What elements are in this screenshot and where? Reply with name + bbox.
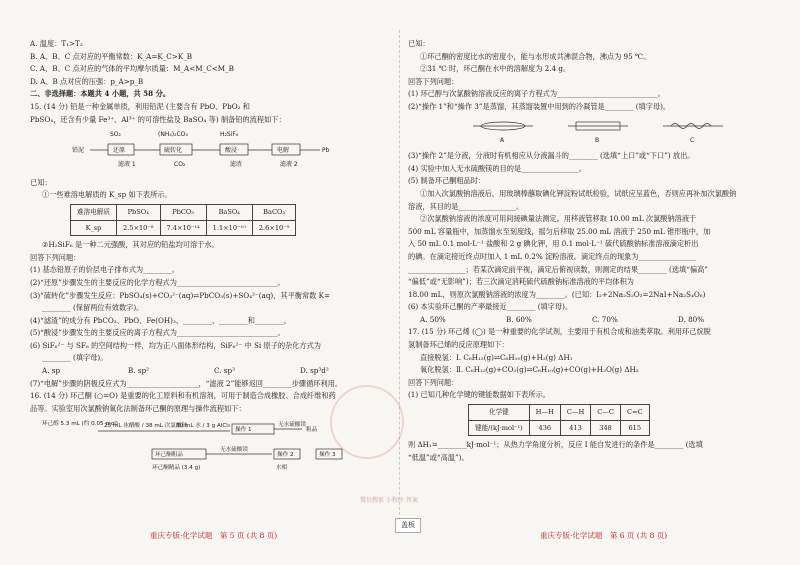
flow-step1: 还原	[113, 147, 126, 155]
cyclohexanone-flowchart	[40, 415, 380, 473]
q16-6: (6) 本实验环己酮的产率最接近________ (填字母)。	[408, 302, 573, 312]
q16-intro-2: 品等。实验室用次氯酸钠氧化法制备环己酮的原理与操作流程如下：	[30, 403, 246, 413]
flow-end: Pb	[322, 147, 330, 155]
ksp-header: PbCO₃	[160, 204, 206, 220]
bond-header: H—H	[529, 405, 560, 421]
flow-step2: 硫转化	[164, 147, 183, 155]
option: C. 70%	[592, 314, 618, 324]
q16-5a: ①加入次氯酸钠溶液后，用玻璃棒蘸取碘化钾淀粉试纸检验，试纸应呈蓝色，否则应再补加次氯酸钠	[420, 188, 737, 198]
q15-7: (7)“电解”步骤的阴极反应式为____________________，“滤液 2”能够返回________步骤循环利用。	[30, 378, 343, 388]
q15-6-options	[30, 365, 392, 378]
lead-flowchart	[70, 128, 370, 170]
flow-out4: 滤液 2	[280, 161, 298, 169]
ksp-table	[70, 204, 296, 236]
column-divider	[399, 30, 400, 530]
flow-reagent2: (NH₄)₂CO₃	[158, 131, 188, 139]
reaction-1: 直接脱氢：Ⅰ. C₆H₁₂(g)⇌C₆H₁₀(g)+H₂(g) ΔH₁	[420, 352, 573, 362]
option: A. sp	[42, 366, 61, 376]
known-2: ②H₂SiF₆ 是一种二元强酸，其对应的铅盐均可溶于水。	[42, 240, 219, 250]
ksp-value: 2.6×10⁻⁹	[252, 220, 296, 236]
right-column	[408, 38, 780, 464]
q15-5: (5)“酸浸”步骤发生的主要反应的离子方程式为____________________________。	[30, 328, 285, 338]
q17-1: (1) 已知几种化学键的键能数据如下表所示。	[408, 390, 550, 400]
known-label: 已知：	[30, 177, 52, 187]
bond-header: C—C	[591, 405, 621, 421]
q16-5: (5) 制备环己酮粗品时：	[408, 176, 486, 186]
flow-step3: 酸浸	[225, 147, 238, 155]
known-label-right: 已知：	[408, 39, 430, 48]
answer-prompt: 回答下列问题：	[30, 252, 81, 262]
option-c: C. A、B、C 点对应的气体的平均摩尔质量：M_A<M_C<M_B	[30, 64, 234, 74]
q16-5b5: ________________；若某次滴定前平视，滴定后俯视读数，则测定的结果________ (选填“偏高”	[408, 264, 708, 274]
flow2-d: 环己酮粗品	[155, 452, 183, 459]
watermark-text: 微信搜索 小程序 答案	[360, 497, 418, 504]
option: A. 50%	[420, 314, 446, 324]
option: D. sp³d²	[300, 366, 329, 376]
q16-5b7: 18.00 mL，则原次氯酸钠溶液的浓度为________。(已知：I₂+2Na₂S₂O₃=2NaI+Na₂S₄O₆)	[408, 289, 706, 299]
q16-4: (4) 实验中加入无水硫酸镁的目的是________________。	[408, 163, 586, 173]
flow2-e2: 无水硫酸镁	[220, 447, 248, 454]
condenser-b: B	[595, 136, 600, 144]
bond-header: 化学键	[469, 405, 530, 421]
ksp-header: BaSO₄	[206, 204, 252, 220]
q15-1: (1) 基态铅原子的价层电子排布式为________。	[30, 265, 180, 275]
option: B. 60%	[506, 314, 532, 324]
flow-reagent1: SO₂	[110, 131, 121, 139]
flow2-c: 30 mL 水 / 3 g AlCl₃	[176, 423, 231, 430]
flow2-k: 操作 3	[319, 452, 336, 459]
section-heading: 二、非选择题：本题共 4 小题，共 58 分。	[30, 89, 171, 99]
q16-1: (1) 环己醇与次氯酸钠溶液反应的离子方程式为____________________________。	[408, 89, 665, 99]
option-a: A. 温度：T₁>T₂	[30, 39, 83, 48]
bond-row-label: 键能/(kJ·mol⁻¹)	[469, 420, 530, 436]
flow-step4: 电解	[277, 147, 290, 155]
known-1: ①一些难溶电解质的 K_sp 如下表所示。	[42, 190, 172, 200]
bond-value: 348	[591, 420, 621, 436]
option: C. sp³	[214, 366, 235, 376]
condenser-c: C	[690, 136, 695, 144]
flow2-h: 操作 1	[235, 427, 252, 434]
ksp-header: 难溶电解质	[71, 204, 117, 220]
footer-left: 重庆专版·化学试题 第 5 页 (共 8 页)	[150, 531, 278, 540]
flow2-a: 环己醇 5.3 mL (约 0.05 mol)	[42, 421, 118, 428]
flow-out1: 滤液 1	[118, 161, 136, 169]
q16-5b2: 500 mL 容量瓶中，加蒸馏水至刻度线，摇匀后移取 25.00 mL 溶液于 250 mL 锥形瓶中，加	[408, 226, 711, 236]
q16-intro-1: 16. (14 分) 环己酮 (○=O) 是重要的化工原料和有机溶剂，可用于制造合成橡胶、合成纤维和药	[30, 391, 336, 401]
bond-value: 413	[560, 420, 590, 436]
prompt-right: 回答下列问题：	[408, 76, 459, 86]
ksp-row-label: K_sp	[71, 220, 117, 236]
q17-intro-2: 氢制备环己烯的反应原理如下：	[408, 340, 509, 350]
q17-intro: 17. (15 分) 环己烯 (◯) 是一种重要的化学试剂，主要用于有机合成和油类萃取。利用环己烷脱	[408, 327, 711, 337]
q15-3: (3)“硫转化”步骤发生反应：PbSO₄(s)+CO₃²⁻(aq)⇌PbCO₃(s)+SO₄²⁻(aq)，其平衡常数 K=	[30, 290, 331, 300]
flow-reagent3: H₂SiF₆	[220, 131, 239, 139]
known-r2: ②31 ℃ 时，环己酮在水中的溶解度为 2.4 g。	[420, 64, 571, 74]
ksp-value: 1.1×10⁻¹⁰	[206, 220, 252, 236]
bond-header: C=C	[620, 405, 649, 421]
q15-4: (4)“滤渣”的成分有 PbCO₃、PbO、Fe(OH)₃、________、________和________。	[30, 315, 291, 325]
option-d: D. A、B 点对应的压强：p_A>p_B	[30, 76, 144, 86]
ksp-value: 2.5×10⁻⁸	[116, 220, 160, 236]
q16-2: (2)“操作 1”和“操作 3”是蒸馏，其蒸馏装置中用到的冷凝管是________ (填字母)。	[408, 101, 671, 111]
q16-3: (3)“操作 2”是分液，分液时有机相应从分液漏斗的________ (选填“上口”或“下口”) 放出。	[408, 151, 695, 161]
flow-out3: 滤渣	[230, 161, 243, 169]
q15-6b: ________ (填字母)。	[42, 353, 108, 363]
q16-5b6: “偏低”或“无影响”)；若三次滴定消耗硫代硫酸钠标准溶液的平均体积为	[408, 277, 634, 287]
q15-6: (6) SiF₆²⁻ 与 SF₆ 的空间结构一样，均为正八面体形结构，SiF₆²⁻ 中 Si 原子的杂化方式为	[30, 340, 321, 350]
option: B. sp²	[128, 366, 150, 376]
flow2-g: 环己酮精品 (3.4 g)	[152, 465, 201, 472]
bond-value: 436	[529, 420, 560, 436]
flow2-e: 无水硫酸镁	[278, 422, 306, 429]
q16-5b3: 入 50 mL 0.1 mol·L⁻¹ 盐酸和 2 g 碘化钾，用 0.1 mol·L⁻¹ 硫代硫酸钠标准溶液滴定析出	[408, 239, 699, 249]
ksp-value: 7.4×10⁻¹⁴	[160, 220, 206, 236]
flow2-b: 25 mL 冰醋酸 / 38 mL 次氯酸钠	[104, 423, 188, 430]
condenser-figure	[468, 114, 768, 146]
condenser-a: A	[500, 136, 505, 144]
stamp-badge: 盖板	[395, 518, 421, 533]
q17-1b: 则 ΔH₁=________kJ·mol⁻¹；从热力学角度分析，反应 Ⅰ 能自发进行的条件是________ (选填	[408, 440, 703, 450]
flow-start: 铅泥	[72, 147, 85, 155]
flow2-j: 水相	[276, 465, 288, 472]
ksp-header: PbSO₄	[116, 204, 160, 220]
bond-header: C—H	[560, 405, 590, 421]
q16-5a2: 溶液，其目的是________________。	[408, 201, 524, 211]
q16-6-options	[408, 314, 780, 327]
option: D. 80%	[678, 314, 705, 324]
q15-intro-2: PbSO₄，还含有少量 Fe³⁺、Al³⁺ 的可溶性盐及 BaSO₄ 等) 制备铅的流程如下：	[30, 114, 286, 124]
bond-value: 615	[620, 420, 649, 436]
flow-out2: CO₂	[174, 161, 186, 169]
q16-5b4: 的碘。在滴定接近终点时加入 1 mL 0.2% 淀粉溶液。滴定终点的现象为________________	[408, 251, 696, 261]
known-r1: ①环己酮的密度比水的密度小，能与水形成共沸混合物，沸点为 95 ℃。	[420, 51, 651, 61]
q15-2: (2)“还原”步骤发生的主要反应的化学方程式为____________________________。	[30, 277, 285, 287]
bond-energy-table	[468, 404, 650, 436]
q15-intro-1: 15. (14 分) 铅是一种金属单质，利用铅泥 (主要含有 PbO、PbO₂ 和	[30, 101, 250, 111]
flow2-i: 操作 2	[277, 452, 294, 459]
q15-3b: ________ (保留两位有效数字)。	[42, 303, 144, 313]
footer-right: 重庆专版·化学试题 第 6 页 (共 8 页)	[540, 531, 668, 540]
flow2-f: 粗品	[306, 427, 318, 434]
q16-5b: ②次氯酸钠溶液的浓度可用间接碘量法测定。用移液管移取 10.00 mL 次氯酸钠溶液于	[420, 214, 697, 224]
ksp-header: BaCO₃	[252, 204, 296, 220]
watermark-seal-icon	[330, 385, 404, 459]
option-b: B. A、B、C 点对应的平衡常数：K_A=K_C>K_B	[30, 51, 193, 61]
reaction-2: 氧化脱氢：Ⅱ. C₆H₁₂(g)+CO₂(g)⇌C₆H₁₀(g)+CO(g)+H₂O(g) ΔH₂	[420, 365, 639, 375]
prompt-right-2: 回答下列问题：	[408, 377, 459, 387]
q17-1c: “低温”或“高温”)。	[408, 452, 469, 462]
